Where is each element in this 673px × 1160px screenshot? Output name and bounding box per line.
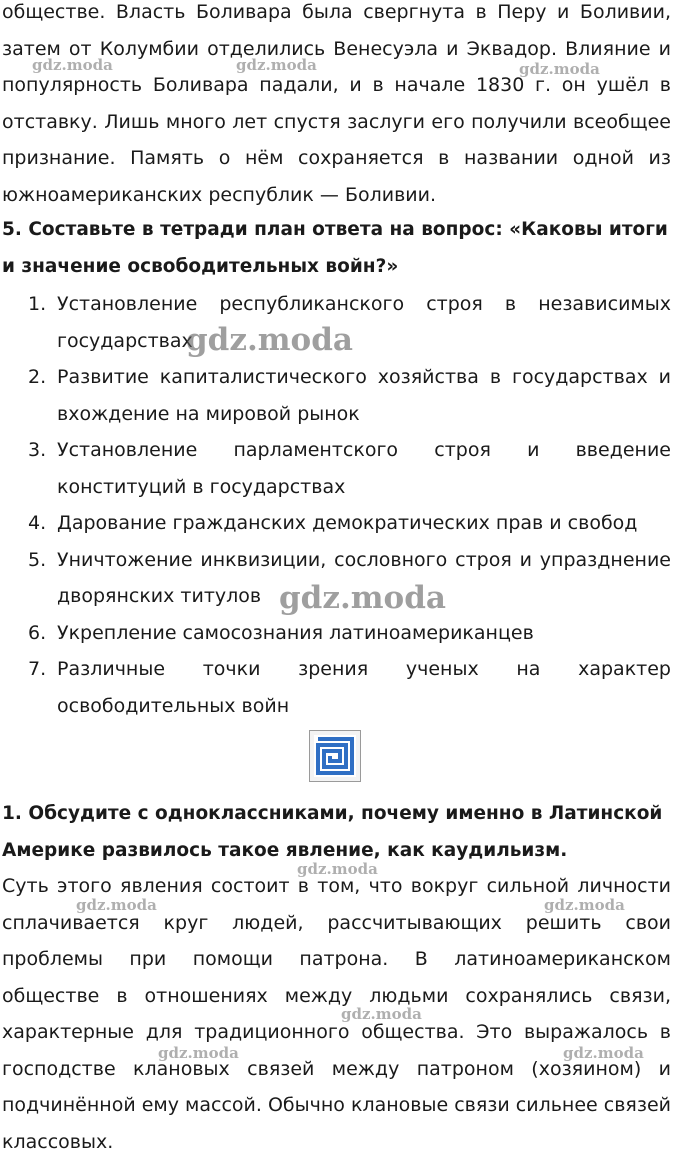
list-item-number: 4. [28, 512, 47, 534]
question-5-heading: 5. Составьте в тетради план ответа на вопрос: «Каковы итоги и значение освободительных войн?» [2, 219, 668, 277]
watermark: gdz.moda [186, 322, 353, 358]
spiral-square-icon [309, 730, 361, 782]
watermark: gdz.moda [158, 1044, 239, 1062]
list-item-text: Установление республиканского строя в независимых государствах [57, 293, 671, 352]
list-item [0, 542, 671, 615]
list-item-text: Дарование гражданских демократических прав и свобод [57, 512, 638, 534]
list-item-text: Различные точки зрения ученых на характер освободительных войн [57, 658, 671, 717]
watermark: gdz.moda [279, 580, 446, 616]
watermark: gdz.moda [544, 896, 625, 914]
list-item-text: Уничтожение инквизиции, сословного строя и упразднение дворянских титулов [57, 548, 671, 607]
list-item-number: 2. [28, 366, 47, 388]
list-item-text: Развитие капиталистического хозяйства в государствах и вхождение на мировой рынок [57, 366, 671, 425]
question-1-heading: 1. Обсудите с одноклассниками, почему именно в Латинской Америке развилось такое явление, как каудильизм. [2, 803, 663, 861]
list-item [0, 505, 671, 542]
list-item-number: 3. [28, 439, 47, 461]
watermark: gdz.moda [76, 896, 157, 914]
list-item [0, 286, 671, 359]
plan-list [0, 286, 671, 724]
list-item-number: 7. [28, 658, 47, 680]
watermark: gdz.moda [32, 56, 113, 74]
list-item [0, 359, 671, 432]
watermark: gdz.moda [297, 860, 378, 878]
list-item-number: 5. [28, 548, 47, 571]
list-item-number: 1. [28, 293, 47, 315]
list-item-text: Укрепление самосознания латиноамериканцев [57, 621, 534, 644]
watermark: gdz.moda [519, 60, 600, 78]
answer-paragraph: Суть этого явления состоит в том, что вокруг сильной личности сплачивается круг людей, рассчитывающих решить свои проблемы при помощи патрона. В латиноамериканском обществе в отношениях между людьми сохранялись связи, характерные для традиционного общества. Это выражалось в господстве клановых связей между патроном (хозяином) и подчинённой ему массой. Обычно клановые связи сильнее связей классовых. [2, 875, 671, 1153]
list-item [0, 651, 671, 724]
watermark: gdz.moda [563, 1044, 644, 1062]
list-item-text: Установление парламентского строя и введение конституций в государствах [57, 439, 671, 498]
list-item [0, 615, 671, 652]
list-item-number: 6. [28, 621, 47, 644]
watermark: gdz.moda [341, 1005, 422, 1023]
intro-paragraph: обществе. Власть Боливара была свергнута в Перу и Боливии, затем от Колумбии отделились Венесуэла и Эквадор. Влияние и популярность Боливара падали, и в начале 1830 г. он ушёл в отставку. Лишь много лет спустя заслуги его получили всеобщее признание. Память о нём сохраняется в названии одной из южноамериканских республик — Боливии. [2, 1, 671, 206]
watermark: gdz.moda [236, 56, 317, 74]
list-item [0, 432, 671, 505]
